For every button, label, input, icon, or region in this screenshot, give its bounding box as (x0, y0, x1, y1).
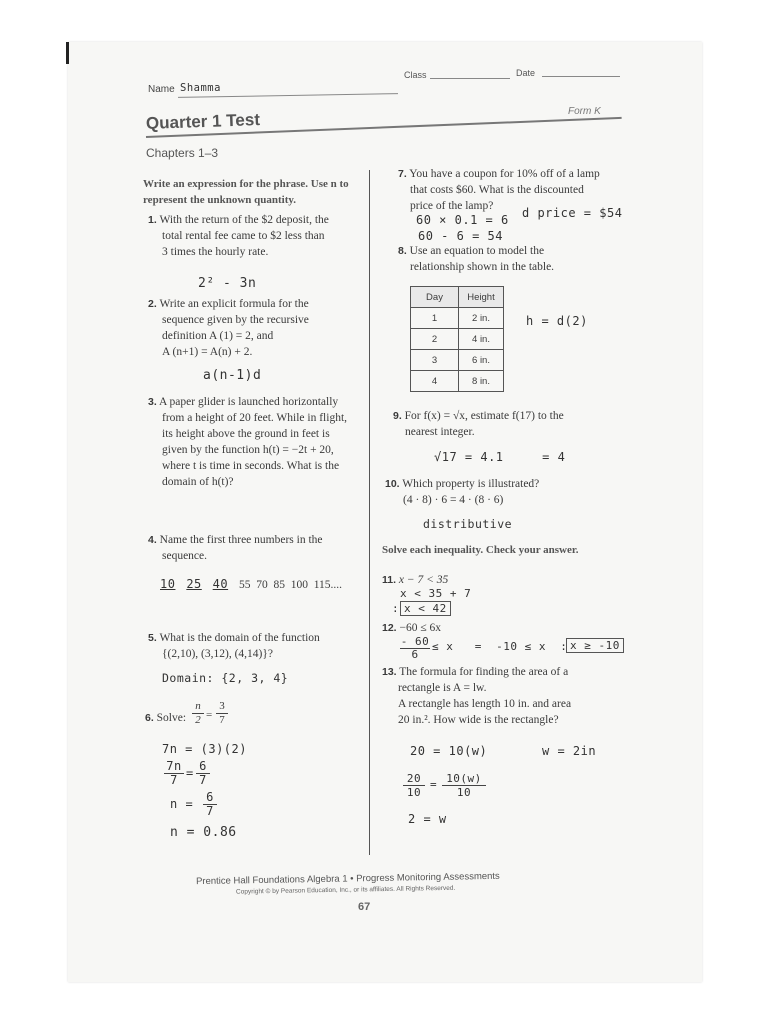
q8-cell: 2 in. (459, 308, 504, 329)
name-value: Shamma (180, 82, 221, 94)
q10-line2: (4 · 8) · 6 = 4 · (8 · 6) (403, 494, 504, 506)
q8-cell: 1 (411, 308, 459, 329)
q6-w2-rnum: 6 (196, 760, 210, 774)
q3-line3: its height above the ground in feet is (162, 428, 330, 440)
q11-answer: x < 42 (400, 601, 451, 616)
q6-label: Solve: (156, 712, 187, 724)
q13-answer: w = 2in (542, 744, 597, 758)
q6-frac-right (216, 700, 228, 727)
q7-answer: d price = $54 (522, 206, 623, 220)
q8-line1: Use an equation to model the (409, 245, 545, 257)
q6-w2-rden: 7 (199, 773, 207, 787)
q4-line1: Name the first three numbers in the (159, 534, 323, 546)
class-label: Class (404, 70, 427, 80)
q13-w2-right (442, 772, 486, 799)
q13-line2: rectangle is A = lw. (398, 682, 487, 694)
q3-number: 3. (148, 396, 157, 408)
q13-line4: 20 in.². How wide is the rectangle? (398, 714, 559, 726)
q13-line3: A rectangle has length 10 in. and area (398, 698, 572, 710)
q5-line1: What is the domain of the function (159, 632, 320, 644)
q4-blank-3: 40 (212, 577, 229, 591)
q6-work-3-right (203, 791, 217, 818)
q1-line1: With the return of the $2 deposit, the (159, 214, 329, 226)
q10-answer: distributive (423, 517, 513, 531)
q6-work-3-left: n = (170, 797, 194, 811)
q6-w2-num: 7n (164, 760, 184, 774)
right-instructions: Solve each inequality. Check your answer. (382, 544, 579, 556)
question-5 (148, 630, 363, 662)
q6-frac-left-den: 2 (195, 714, 201, 726)
q6-answer: n = 0.86 (170, 825, 237, 840)
left-instructions: Write an expression for the phrase. Use n to represent the unknown quantity. (143, 178, 349, 206)
date-label: Date (516, 68, 536, 78)
q12-work-rest: ≤ x = -10 ≤ x : (432, 640, 568, 653)
q13-w2-rden: 10 (456, 786, 472, 799)
q2-line1: Write an explicit formula for the (159, 298, 309, 310)
question-9 (393, 408, 628, 440)
q2-line4: A (n+1) = A(n) + 2. (162, 346, 253, 358)
question-10 (385, 476, 625, 508)
column-divider (369, 170, 370, 855)
q7-work-2: 60 - 6 = 54 (418, 229, 503, 243)
class-line (430, 78, 510, 79)
question-1 (148, 212, 363, 260)
q1-number: 1. (148, 214, 157, 226)
q13-work-1: 20 = 10(w) (410, 744, 488, 758)
q12-w1-den: 6 (411, 648, 419, 661)
q8-cell: 6 in. (459, 350, 504, 371)
q12-problem: −60 ≤ 6x (399, 622, 442, 634)
q1-line2: total rental fee came to $2 less than (162, 230, 325, 242)
page-number: 67 (358, 901, 371, 913)
q9-line2: nearest integer. (405, 426, 475, 438)
name-label: Name (148, 84, 175, 95)
q4-blank-1: 10 (160, 577, 176, 591)
q6-w2-eq: = (186, 766, 194, 780)
q11-colon: : (392, 602, 400, 615)
q7-line3: price of the lamp? (410, 200, 494, 212)
q8-line2: relationship shown in the table. (410, 261, 555, 273)
q9-answer: √17 = 4.1 = 4 (434, 450, 566, 464)
q13-work-3: 2 = w (408, 812, 447, 826)
q8-cell: 3 (411, 350, 459, 371)
question-6 (145, 710, 186, 726)
q13-w2-rnum: 10(w) (442, 772, 486, 786)
question-12 (382, 620, 441, 636)
q7-line1: You have a coupon for 10% off of a lamp (409, 168, 600, 180)
q10-number: 10. (385, 478, 400, 490)
q4-sequence (160, 577, 342, 591)
q8-answer: h = d(2) (526, 314, 588, 328)
footer-title: Prentice Hall Foundations Algebra 1 • Progress Monitoring Assessments (195, 870, 500, 888)
q6-frac-right-den: 7 (219, 714, 225, 726)
q4-line2: sequence. (162, 550, 208, 562)
paper-edge (66, 42, 69, 64)
q8-cell: 4 (411, 371, 459, 392)
q6-equals: = (206, 709, 213, 721)
q2-line2: sequence given by the recursive (162, 314, 309, 326)
q12-work-frac (400, 636, 430, 661)
q6-w3-num: 6 (203, 791, 217, 805)
q13-w2-lden: 10 (406, 786, 422, 799)
q6-number: 6. (145, 712, 154, 724)
q6-work-1: 7n = (3)(2) (162, 742, 247, 756)
q12-number: 12. (382, 622, 397, 634)
q4-sequence-rest: 55 70 85 100 115.... (238, 579, 343, 591)
question-2 (148, 296, 363, 360)
footer-copyright: Copyright © by Pearson Education, Inc., or its affiliates. All Rights Reserved. (235, 884, 456, 896)
q2-number: 2. (148, 298, 157, 310)
q3-line1: A paper glider is launched horizontally (159, 396, 339, 408)
q5-answer: Domain: {2, 3, 4} (162, 671, 289, 685)
q1-answer: 2² - 3n (198, 276, 257, 291)
q3-line5: where t is time in seconds. What is the (162, 460, 340, 472)
q5-number: 5. (148, 632, 157, 644)
q8-cell: 8 in. (459, 371, 504, 392)
q7-work-1: 60 × 0.1 = 6 (416, 213, 509, 227)
q10-line1: Which property is illustrated? (402, 478, 540, 490)
q12-answer: x ≥ -10 (566, 638, 624, 653)
q9-number: 9. (393, 410, 402, 422)
question-4 (148, 532, 363, 564)
q3-line6: domain of h(t)? (162, 476, 234, 488)
date-line (542, 76, 620, 77)
q8-header-height: Height (459, 287, 504, 308)
page-title: Quarter 1 Test (145, 110, 261, 133)
question-8 (398, 243, 628, 275)
q6-frac-right-num: 3 (216, 700, 228, 714)
q13-w2-eq: = (430, 778, 438, 791)
question-13 (382, 664, 622, 728)
q4-number: 4. (148, 534, 157, 546)
q13-w2-left (403, 772, 425, 799)
q11-work-1: x < 35 + 7 (400, 587, 472, 600)
q12-w1-num: - 60 (400, 635, 430, 648)
form-label: Form K (568, 106, 601, 117)
q13-w2-lnum: 20 (403, 772, 425, 786)
q3-line4: given by the function h(t) = −2t + 20, (162, 444, 334, 456)
q13-line1: The formula for finding the area of a (399, 666, 569, 678)
q4-blank-2: 25 (186, 577, 202, 591)
q8-cell: 2 (411, 329, 459, 350)
q5-line2: {(2,10), (3,12), (4,14)}? (162, 648, 273, 660)
q8-cell: 4 in. (459, 329, 504, 350)
q7-number: 7. (398, 168, 407, 180)
q3-line2: from a height of 20 feet. While in flight, (162, 412, 348, 424)
subtitle: Chapters 1–3 (146, 146, 219, 160)
q6-work-2-right (196, 760, 210, 787)
q2-line3: definition A (1) = 2, and (162, 330, 274, 342)
q6-frac-left-num: n (192, 700, 204, 714)
q6-w3-den: 7 (206, 804, 214, 818)
q11-number: 11. (382, 574, 397, 586)
q8-header-day: Day (411, 287, 459, 308)
q6-w2-den: 7 (170, 773, 178, 787)
q8-table (410, 286, 504, 392)
question-3 (148, 394, 368, 490)
q9-line1: For f(x) = √x, estimate f(17) to the (404, 410, 564, 422)
q13-number: 13. (382, 666, 397, 678)
q2-answer: a(n-1)d (203, 368, 262, 383)
q1-line3: 3 times the hourly rate. (162, 246, 269, 258)
q6-frac-left (192, 700, 204, 727)
question-11 (382, 572, 448, 588)
q7-line2: that costs $60. What is the discounted (410, 184, 584, 196)
q11-problem: x − 7 < 35 (398, 574, 449, 586)
q6-work-2-left (164, 760, 184, 787)
q8-number: 8. (398, 245, 407, 257)
